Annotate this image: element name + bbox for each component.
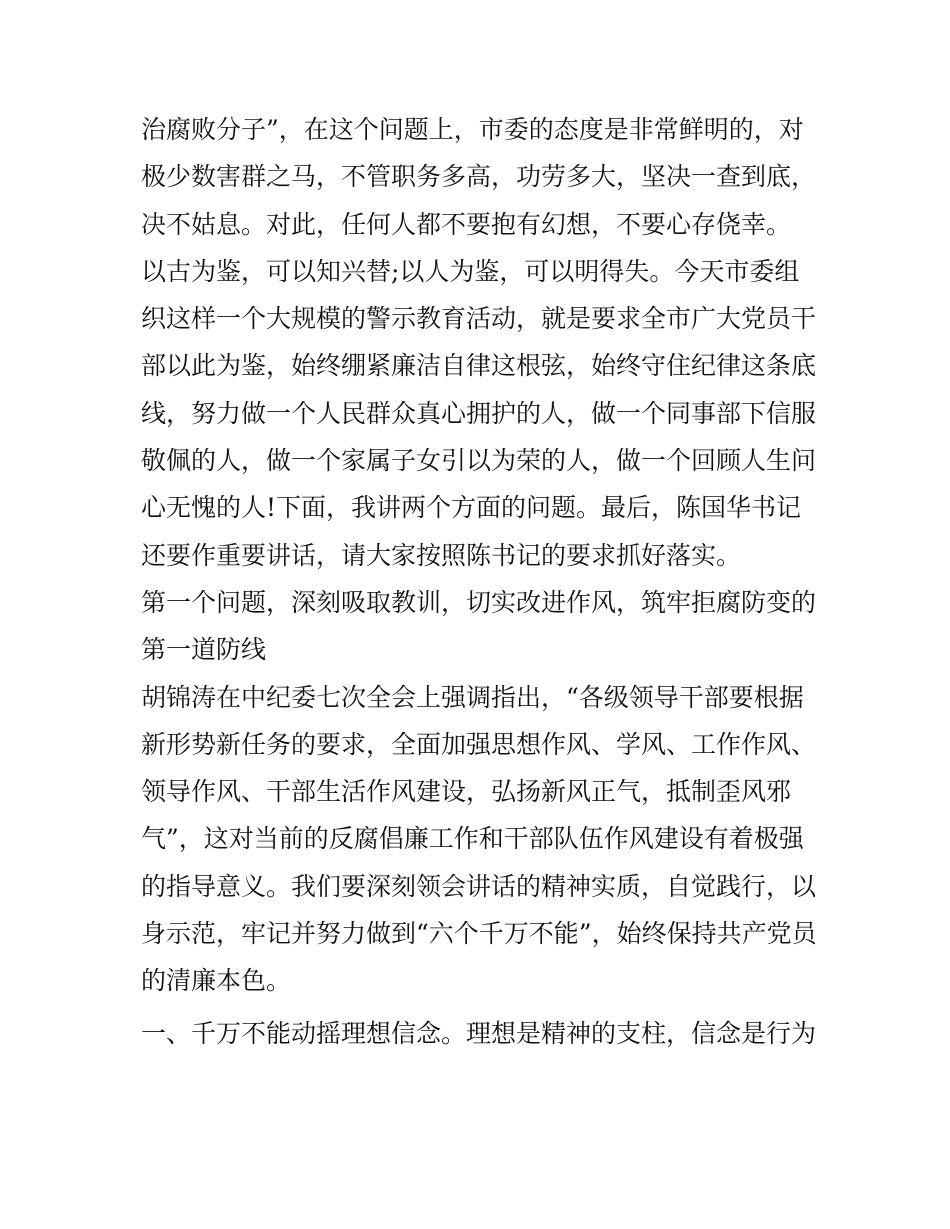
text-line: 领导作风、干部生活作风建设，弘扬新风正气，抵制歪风邪 xyxy=(141,777,792,807)
text-line: 线，努力做一个人民群众真心拥护的人，做一个同事部下信服 xyxy=(141,398,817,428)
text-line: 身示范，牢记并努力做到“六个千万不能”，始终保持共产党员 xyxy=(141,919,817,949)
text-line: 部以此为鉴，始终绷紧廉洁自律这根弦，始终守住纪律这条底 xyxy=(141,351,817,381)
text-line: 的清廉本色。 xyxy=(141,966,292,996)
text-line: 一、千万不能动摇理想信念。理想是精神的支柱，信念是行为 xyxy=(141,1019,817,1049)
text-line: 胡锦涛在中纪委七次全会上强调指出，“各级领导干部要根据 xyxy=(141,682,804,712)
text-line: 还要作重要讲话，请大家按照陈书记的要求抓好落实。 xyxy=(141,540,742,570)
text-line: 织这样一个大规模的警示教育活动，就是要求全市广大党员干 xyxy=(141,304,817,334)
text-line: 的指导意义。我们要深刻领会讲话的精神实质，自觉践行，以 xyxy=(141,871,817,901)
body-text xyxy=(141,106,821,1058)
text-line: 治腐败分子”，在这个问题上，市委的态度是非常鲜明的，对 xyxy=(141,115,804,144)
text-line: 以古为鉴，可以知兴替;以人为鉴，可以明得失。今天市委组 xyxy=(141,256,800,286)
text-line: 气”，这对当前的反腐倡廉工作和干部队伍作风建设有着极强 xyxy=(141,824,804,854)
text-line: 敬佩的人，做一个家属子女引以为荣的人，做一个回顾人生问 xyxy=(141,446,817,476)
text-line: 新形势新任务的要求，全面加强思想作风、学风、工作作风、 xyxy=(141,729,817,759)
section-heading-line: 第一道防线 xyxy=(141,635,267,665)
text-line: 心无愧的人!下面，我讲两个方面的问题。最后，陈国华书记 xyxy=(141,493,802,523)
section-heading-line: 第一个问题，深刻吸取教训，切实改进作风，筑牢拒腐防变的 xyxy=(141,587,817,617)
text-line: 决不姑息。对此，任何人都不要抱有幻想，不要心存侥幸。 xyxy=(141,209,792,239)
text-line: 极少数害群之马，不管职务多高，功劳多大，坚决一查到底， xyxy=(141,162,817,192)
